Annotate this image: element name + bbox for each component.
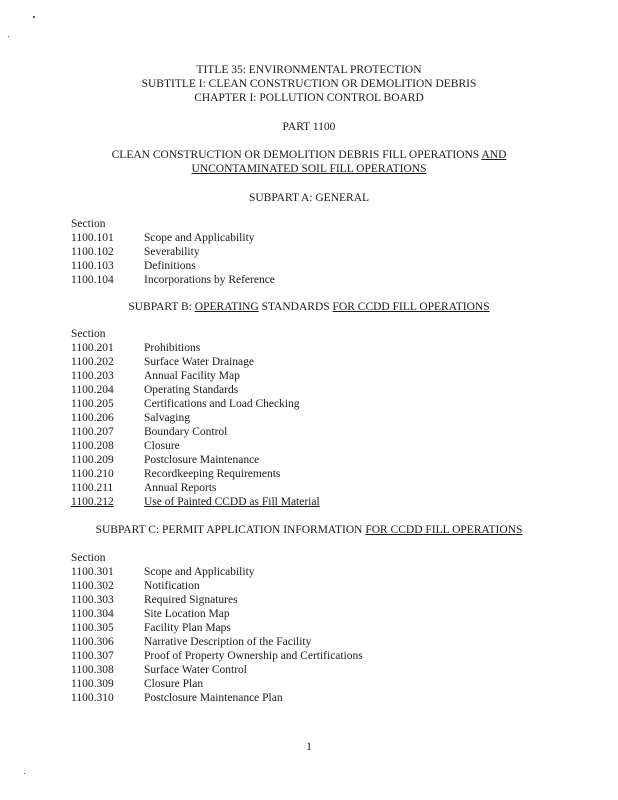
section-title: Annual Facility Map bbox=[144, 370, 240, 382]
section-number: 1100.307 bbox=[71, 650, 114, 662]
section-number: 1100.206 bbox=[71, 412, 114, 424]
section-title: Recordkeeping Requirements bbox=[144, 468, 281, 480]
part-title-added-and: AND bbox=[481, 149, 507, 161]
section-number: 1100.301 bbox=[71, 566, 114, 578]
subpart-b-heading-prefix: SUBPART B: bbox=[128, 301, 195, 313]
chapter-heading: CHAPTER I: POLLUTION CONTROL BOARD bbox=[194, 92, 424, 104]
section-label: Section bbox=[71, 552, 106, 564]
section-number: 1100.209 bbox=[71, 454, 114, 466]
scan-speck bbox=[8, 36, 9, 37]
subpart-c-heading-added-suffix: FOR CCDD FILL OPERATIONS bbox=[365, 524, 523, 536]
section-title: Definitions bbox=[144, 260, 196, 272]
section-title: Certifications and Load Checking bbox=[144, 398, 300, 410]
section-number: 1100.202 bbox=[71, 356, 114, 368]
subpart-b-heading-standards: STANDARDS bbox=[258, 301, 333, 313]
section-title: Scope and Applicability bbox=[144, 566, 255, 578]
subpart-b-heading-added-suffix: FOR CCDD FILL OPERATIONS bbox=[332, 301, 490, 313]
section-title: Boundary Control bbox=[144, 426, 228, 438]
section-number: 1100.208 bbox=[71, 440, 114, 452]
section-number: 1100.302 bbox=[71, 580, 114, 592]
section-title: Narrative Description of the Facility bbox=[144, 636, 312, 648]
section-title: Proof of Property Ownership and Certifications bbox=[144, 650, 363, 662]
subpart-b-heading-added-operating: OPERATING bbox=[194, 301, 259, 313]
section-title: Surface Water Drainage bbox=[144, 356, 254, 368]
section-number: 1100.203 bbox=[71, 370, 114, 382]
scan-speck bbox=[33, 16, 35, 18]
section-title: Annual Reports bbox=[144, 482, 217, 494]
part-title-text: CLEAN CONSTRUCTION OR DEMOLITION DEBRIS FILL OPERATIONS bbox=[111, 149, 482, 161]
subpart-a-heading: SUBPART A: GENERAL bbox=[248, 192, 370, 204]
section-number: 1100.212 bbox=[71, 496, 114, 508]
section-number: 1100.304 bbox=[71, 608, 114, 620]
section-number: 1100.211 bbox=[71, 482, 114, 494]
subpart-c-heading bbox=[0, 523, 618, 537]
title-heading: TITLE 35: ENVIRONMENTAL PROTECTION bbox=[196, 64, 422, 76]
subpart-c-heading-prefix: SUBPART C: PERMIT APPLICATION INFORMATION bbox=[95, 524, 366, 536]
page-number: 1 bbox=[306, 741, 312, 753]
section-number: 1100.308 bbox=[71, 664, 114, 676]
scan-speck bbox=[24, 773, 25, 774]
section-title: Closure bbox=[144, 440, 180, 452]
section-title: Postclosure Maintenance bbox=[144, 454, 260, 466]
part-title-line-1 bbox=[0, 148, 618, 162]
section-number: 1100.103 bbox=[71, 260, 114, 272]
section-title: Salvaging bbox=[144, 412, 190, 424]
section-number: 1100.310 bbox=[71, 692, 114, 704]
section-title: Surface Water Control bbox=[144, 664, 247, 676]
section-number: 1100.102 bbox=[71, 246, 114, 258]
section-title: Facility Plan Maps bbox=[144, 622, 231, 634]
part-heading: PART 1100 bbox=[282, 121, 336, 133]
section-number: 1100.210 bbox=[71, 468, 114, 480]
section-title: Postclosure Maintenance Plan bbox=[144, 692, 283, 704]
section-title: Closure Plan bbox=[144, 678, 204, 690]
part-title-added-text: UNCONTAMINATED SOIL FILL OPERATIONS bbox=[191, 163, 427, 175]
section-number: 1100.309 bbox=[71, 678, 114, 690]
section-number: 1100.104 bbox=[71, 274, 114, 286]
section-number: 1100.207 bbox=[71, 426, 114, 438]
section-number: 1100.205 bbox=[71, 398, 114, 410]
section-title: Required Signatures bbox=[144, 594, 238, 606]
section-label: Section bbox=[71, 328, 106, 340]
section-number: 1100.201 bbox=[71, 342, 114, 354]
subpart-b-heading bbox=[0, 300, 618, 314]
section-title: Incorporations by Reference bbox=[144, 274, 275, 286]
subtitle-heading: SUBTITLE I: CLEAN CONSTRUCTION OR DEMOLITION DEBRIS bbox=[141, 78, 477, 90]
section-title: Site Location Map bbox=[144, 608, 230, 620]
section-title: Prohibitions bbox=[144, 342, 201, 354]
section-number: 1100.305 bbox=[71, 622, 114, 634]
section-number: 1100.303 bbox=[71, 594, 114, 606]
section-number: 1100.204 bbox=[71, 384, 114, 396]
section-title: Notification bbox=[144, 580, 200, 592]
section-title: Scope and Applicability bbox=[144, 232, 255, 244]
part-title-line-2 bbox=[0, 162, 618, 176]
section-title: Use of Painted CCDD as Fill Material bbox=[144, 496, 320, 508]
section-title: Operating Standards bbox=[144, 384, 239, 396]
section-number: 1100.101 bbox=[71, 232, 114, 244]
section-label: Section bbox=[71, 218, 106, 230]
section-title: Severability bbox=[144, 246, 200, 258]
section-number: 1100.306 bbox=[71, 636, 114, 648]
